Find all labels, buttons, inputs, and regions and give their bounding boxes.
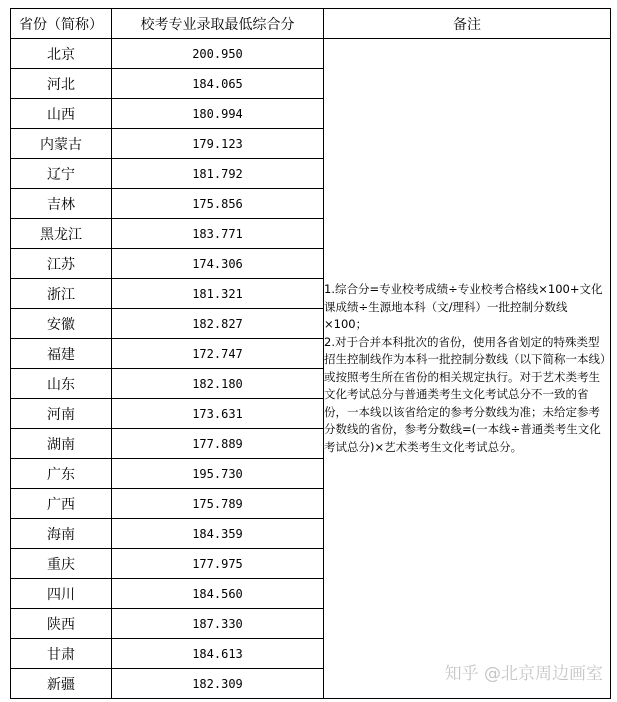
score-cell: 200.950 xyxy=(112,39,324,69)
score-cell: 183.771 xyxy=(112,219,324,249)
province-cell: 内蒙古 xyxy=(11,129,112,159)
province-cell: 陕西 xyxy=(11,609,112,639)
province-cell: 甘肃 xyxy=(11,639,112,669)
province-cell: 河北 xyxy=(11,69,112,99)
province-cell: 江苏 xyxy=(11,249,112,279)
note-1: 1.综合分=专业校考成绩÷专业校考合格线×100+文化课成绩÷生源地本科（文/理科）一批控制分数线×100； xyxy=(324,282,603,331)
header-province: 省份（简称） xyxy=(11,9,112,39)
watermark: 知乎 @北京周边画室 xyxy=(444,664,603,684)
score-cell: 177.975 xyxy=(112,549,324,579)
province-cell: 重庆 xyxy=(11,549,112,579)
score-cell: 175.789 xyxy=(112,489,324,519)
score-cell: 182.827 xyxy=(112,309,324,339)
province-cell: 辽宁 xyxy=(11,159,112,189)
score-cell: 181.321 xyxy=(112,279,324,309)
notes-cell xyxy=(324,39,611,699)
note-2: 2.对于合并本科批次的省份，使用各省划定的特殊类型招生控制线作为本科一批控制分数线（以下简称一本线）或按照考生所在省份的相关规定执行。对于艺术类考生文化考试总分与普通类考生文化考试总分不一致的省份，一本线以该省给定的参考分数线为准；未给定参考分数线的省份，参考分数线=(一本线÷普通类考生文化考试总分)×艺术类考生文化考试总分。 xyxy=(324,334,606,454)
score-cell: 175.856 xyxy=(112,189,324,219)
province-cell: 吉林 xyxy=(11,189,112,219)
province-cell: 山西 xyxy=(11,99,112,129)
province-cell: 安徽 xyxy=(11,309,112,339)
score-cell: 172.747 xyxy=(112,339,324,369)
province-cell: 新疆 xyxy=(11,669,112,699)
province-cell: 浙江 xyxy=(11,279,112,309)
score-cell: 173.631 xyxy=(112,399,324,429)
score-cell: 181.792 xyxy=(112,159,324,189)
score-cell: 182.309 xyxy=(112,669,324,699)
header-notes: 备注 xyxy=(324,9,611,39)
header-row xyxy=(11,9,611,39)
province-cell: 湖南 xyxy=(11,429,112,459)
score-cell: 184.359 xyxy=(112,519,324,549)
score-cell: 174.306 xyxy=(112,249,324,279)
province-cell: 北京 xyxy=(11,39,112,69)
province-cell: 广东 xyxy=(11,459,112,489)
score-table xyxy=(10,8,611,699)
score-cell: 179.123 xyxy=(112,129,324,159)
score-cell: 195.730 xyxy=(112,459,324,489)
province-cell: 四川 xyxy=(11,579,112,609)
province-cell: 河南 xyxy=(11,399,112,429)
table-row xyxy=(11,39,611,69)
score-cell: 182.180 xyxy=(112,369,324,399)
score-cell: 177.889 xyxy=(112,429,324,459)
province-cell: 海南 xyxy=(11,519,112,549)
score-cell: 184.065 xyxy=(112,69,324,99)
score-cell: 180.994 xyxy=(112,99,324,129)
province-cell: 广西 xyxy=(11,489,112,519)
header-score: 校考专业录取最低综合分 xyxy=(112,9,324,39)
province-cell: 黑龙江 xyxy=(11,219,112,249)
score-cell: 187.330 xyxy=(112,609,324,639)
score-cell: 184.560 xyxy=(112,579,324,609)
score-cell: 184.613 xyxy=(112,639,324,669)
province-cell: 山东 xyxy=(11,369,112,399)
province-cell: 福建 xyxy=(11,339,112,369)
